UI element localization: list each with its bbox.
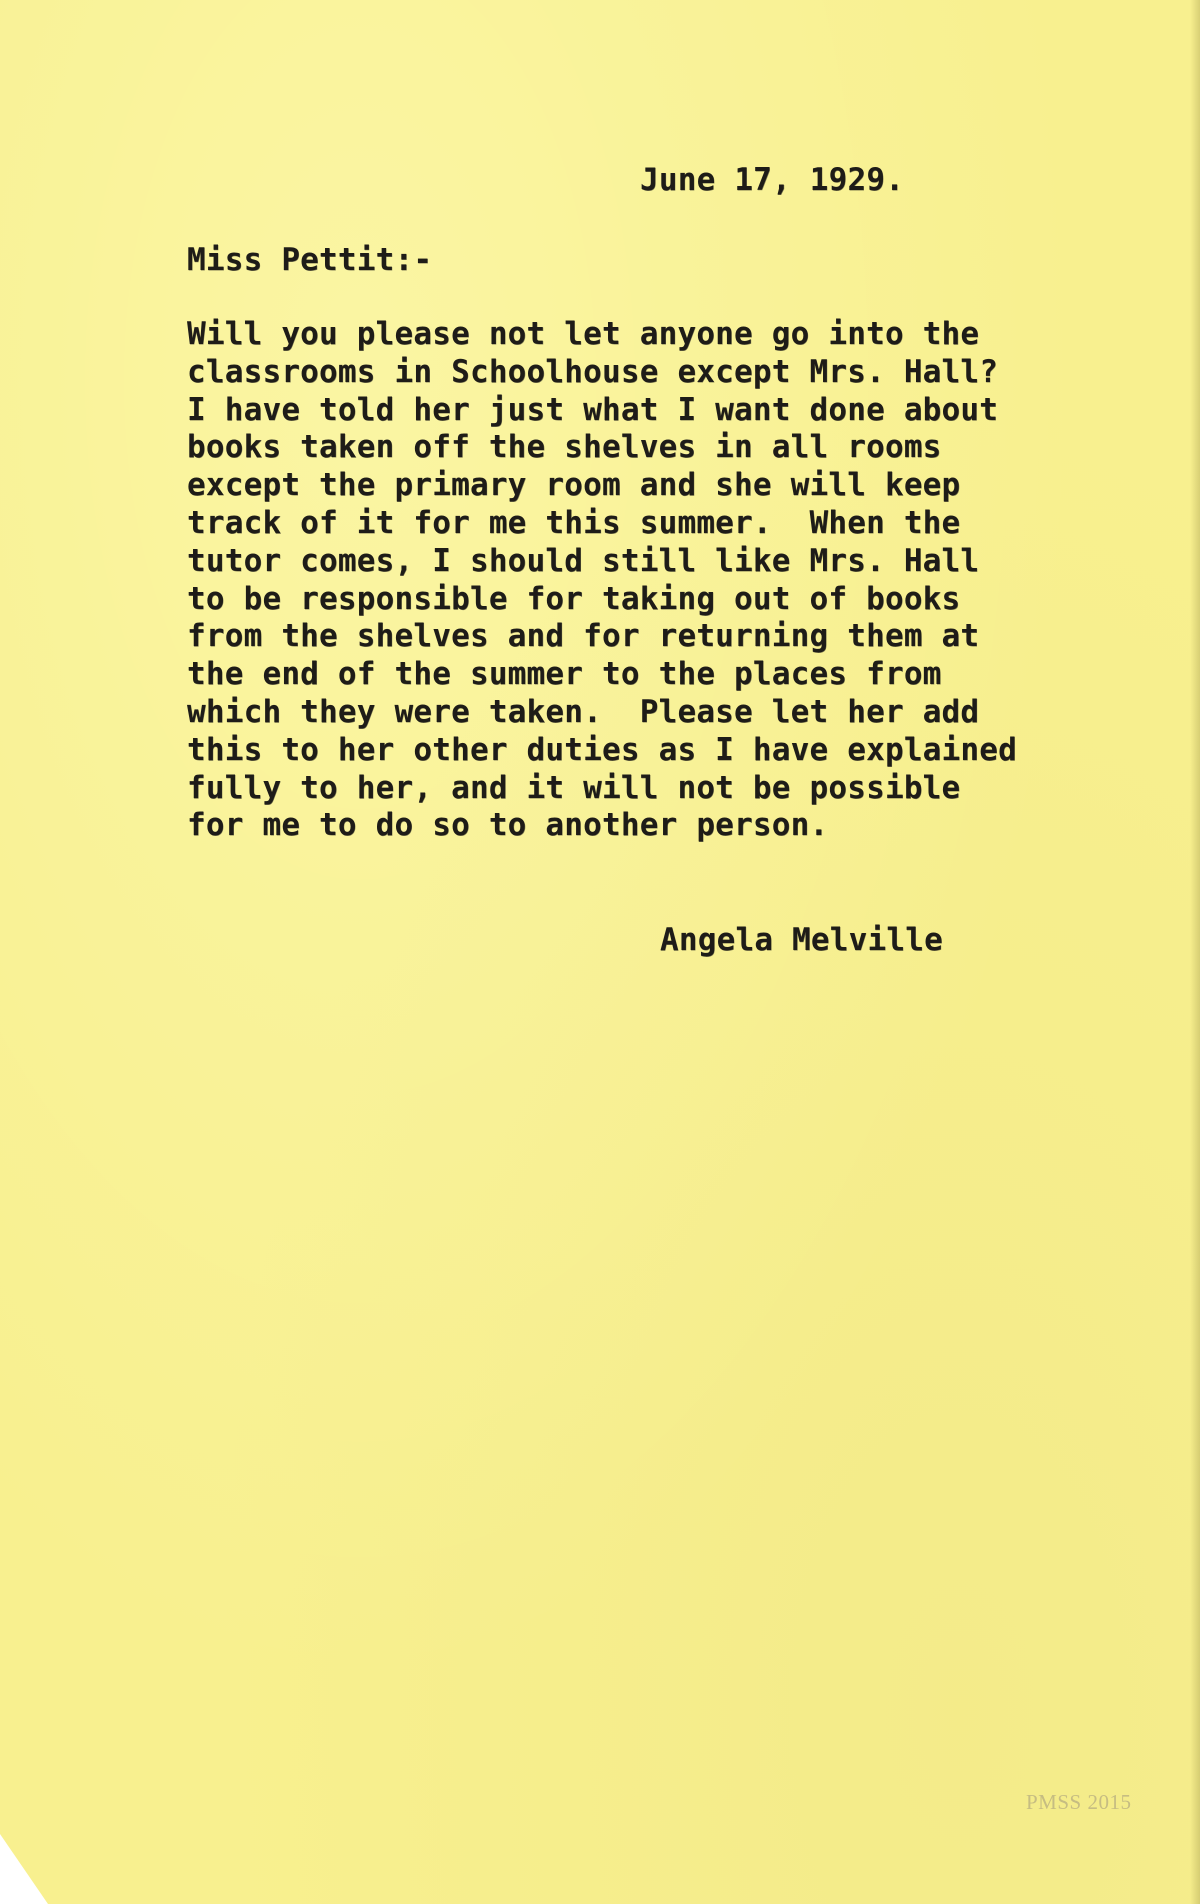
body-line: from the shelves and for returning them at	[187, 618, 980, 655]
letter-body	[187, 316, 1017, 845]
signature: Angela Melville	[660, 922, 943, 958]
body-line: which they were taken. Please let her add	[187, 693, 980, 730]
body-line: I have told her just what I want done about	[187, 391, 999, 428]
letter-date: June 17, 1929.	[640, 162, 905, 198]
body-line: for me to do so to another person.	[187, 807, 829, 844]
archive-stamp: PMSS 2015	[1026, 1790, 1132, 1814]
body-line: Will you please not let anyone go into the	[187, 316, 980, 352]
paper-edge-shadow	[1190, 0, 1200, 1904]
body-line: books taken off the shelves in all rooms	[187, 429, 942, 466]
torn-corner	[0, 1834, 48, 1904]
body-line: tutor comes, I should still like Mrs. Hall	[187, 542, 980, 579]
salutation: Miss Pettit:-	[187, 242, 433, 278]
body-line: track of it for me this summer. When the	[187, 504, 961, 541]
body-line: this to her other duties as I have explained	[187, 731, 1017, 768]
body-line: classrooms in Schoolhouse except Mrs. Hall?	[187, 353, 999, 390]
body-line: the end of the summer to the places from	[187, 656, 942, 693]
body-line: fully to her, and it will not be possible	[187, 769, 961, 806]
body-line: except the primary room and she will keep	[187, 467, 961, 504]
body-line: to be responsible for taking out of books	[187, 580, 961, 617]
